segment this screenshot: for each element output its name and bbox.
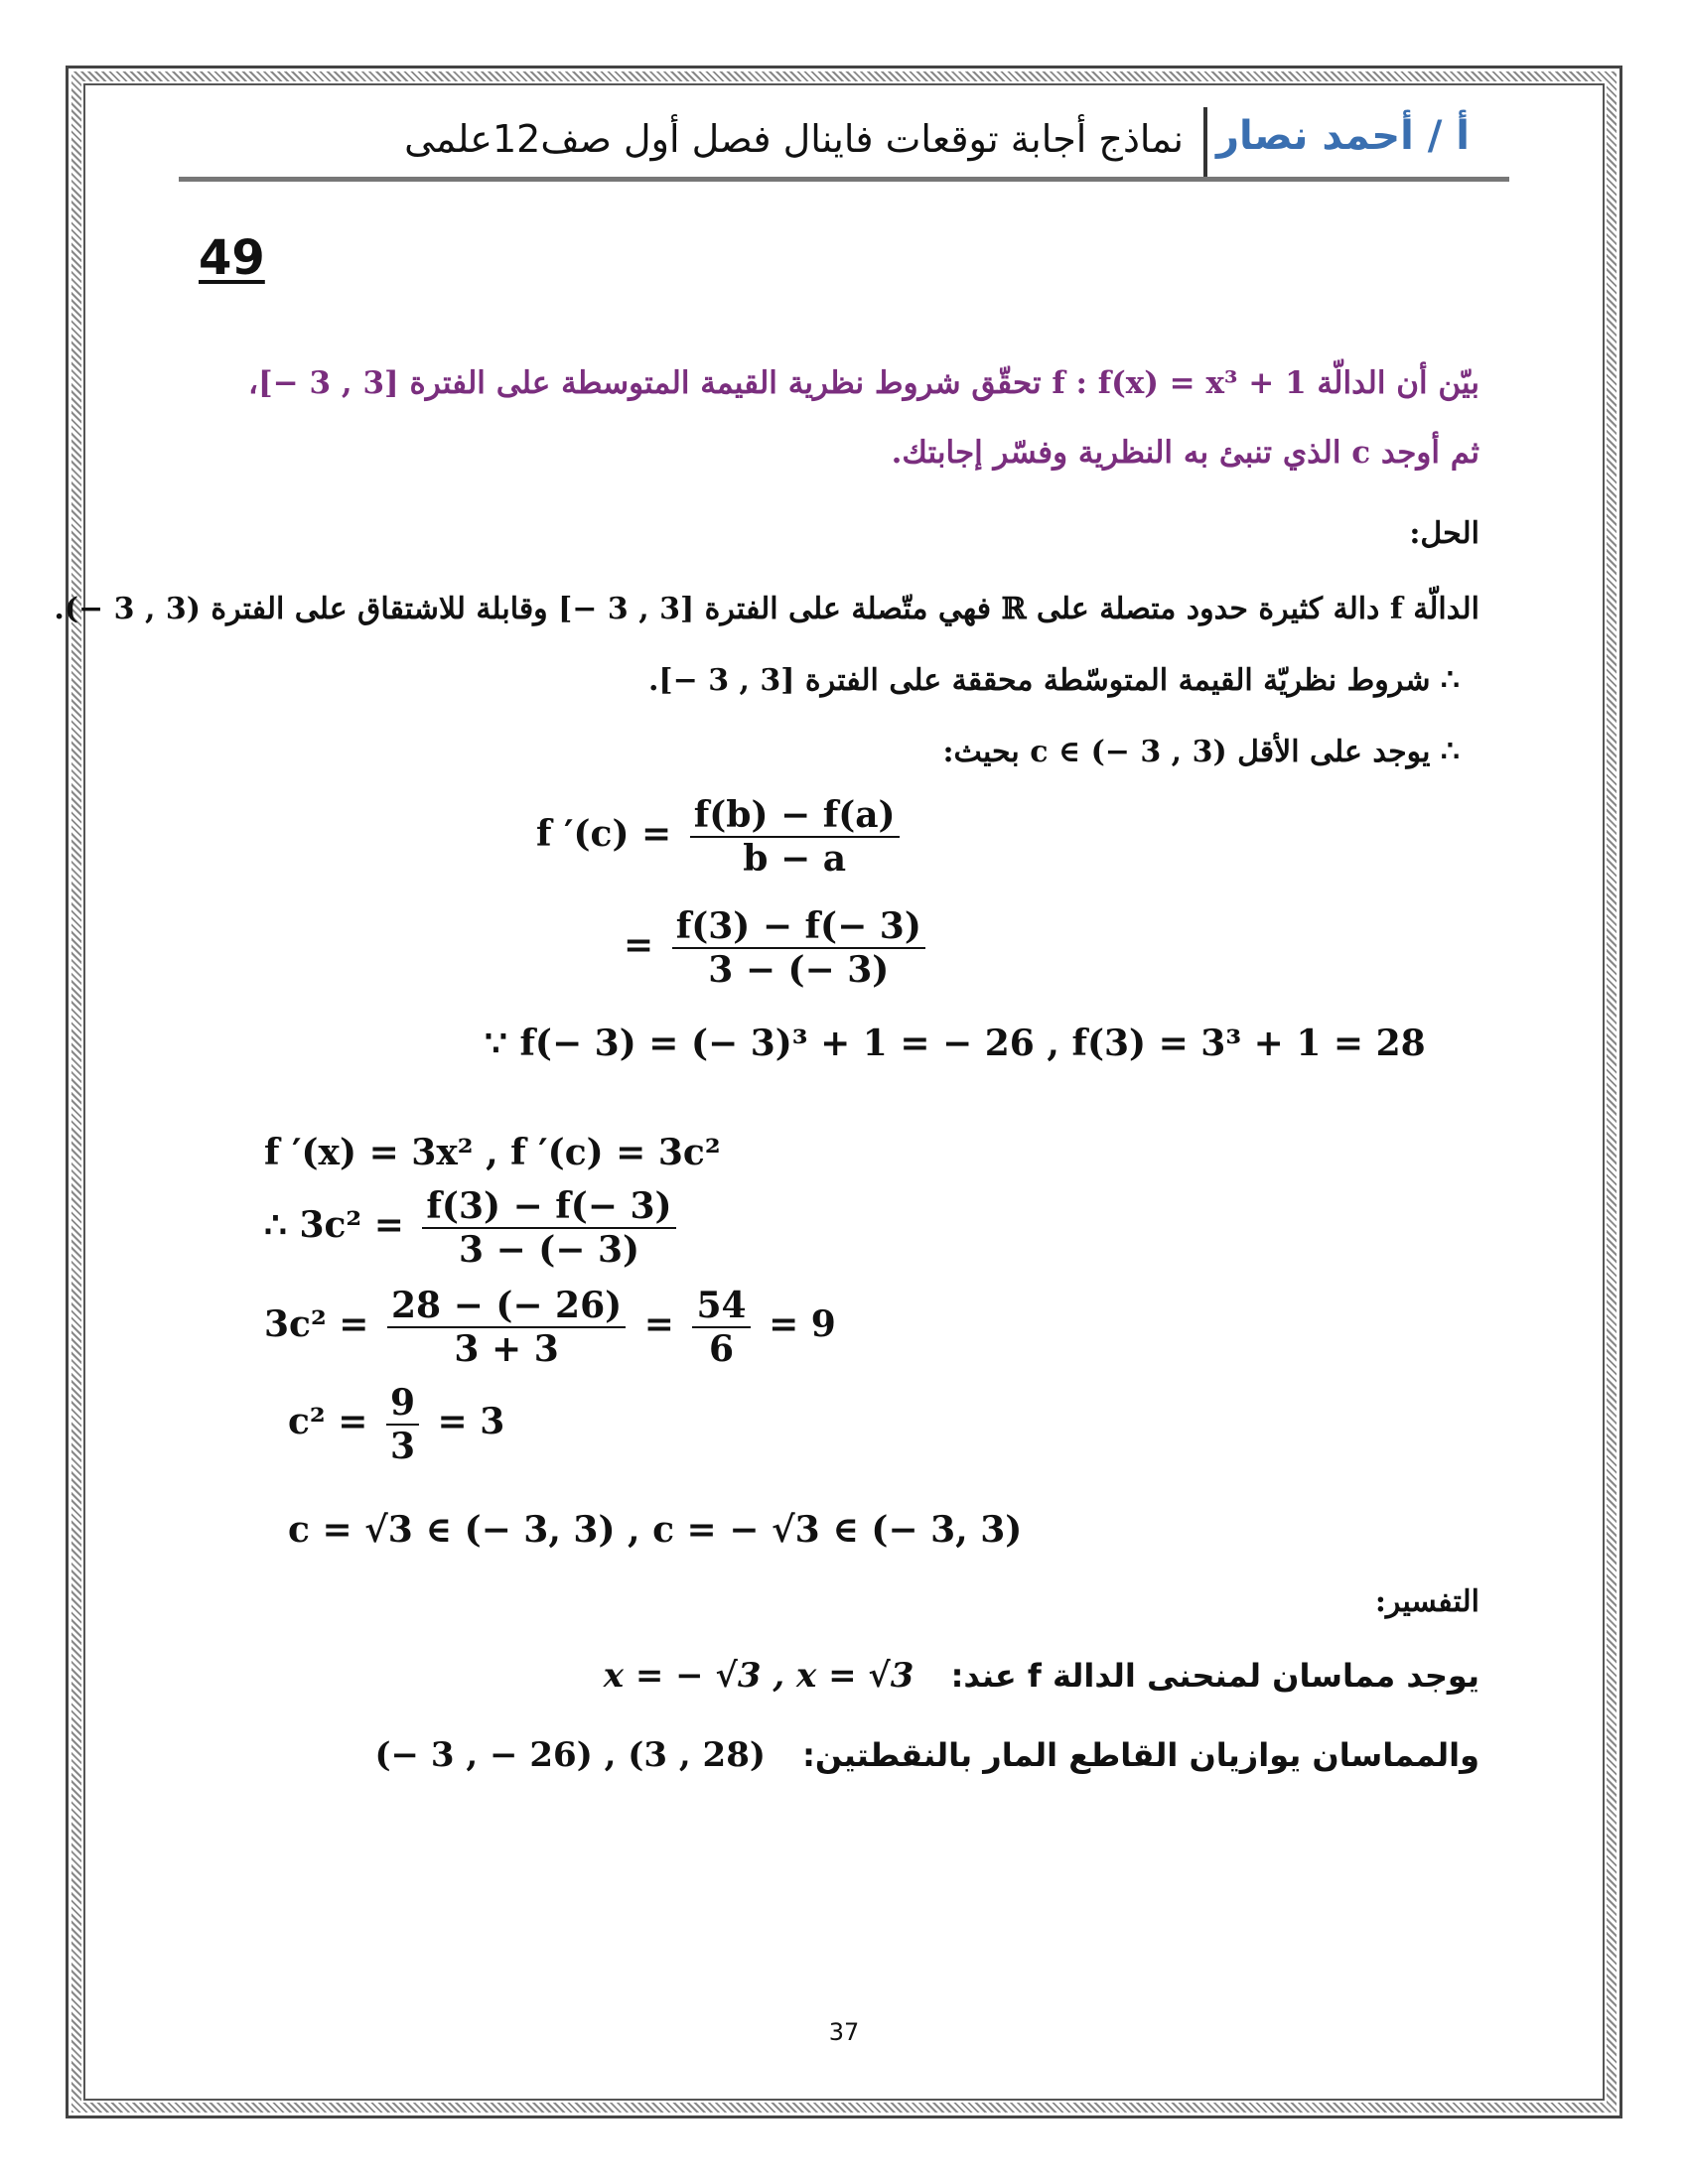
fraction-numerator: 9 — [386, 1382, 419, 1426]
problem-line-1: بيّن أن الدالّة f : f(x) = x³ + 1 تحقّق شروط نظرية القيمة المتوسطة على الفترة [3 , 3 −]، — [248, 365, 1479, 401]
interpretation-line-1-math: x = − √3 , x = √3 — [603, 1656, 914, 1696]
fraction-substitution — [672, 905, 925, 991]
calculation-line — [264, 1285, 836, 1370]
fraction-numerator: f(3) − f(− 3) — [422, 1185, 675, 1229]
interpretation-line-2 — [374, 1735, 1479, 1775]
interpretation-heading: التفسير: — [1374, 1584, 1479, 1619]
header-title: نماذج أجابة توقعات فاينال فصل أول صف12علمى — [404, 117, 1184, 161]
c2-lhs: c² = — [288, 1401, 368, 1442]
fraction-denominator: 3 + 3 — [454, 1328, 559, 1370]
therefore-equation — [264, 1185, 682, 1271]
fprime-c-label: f ′(c) = — [536, 813, 672, 855]
solution-heading: الحل: — [1409, 516, 1479, 551]
solution-line-3: ∴ يوجد على الأقل (3 , 3 −) ∋ c بحيث: — [942, 735, 1460, 769]
c2-rhs: = 3 — [437, 1401, 505, 1442]
equals-sign: = — [643, 1303, 674, 1345]
fraction-mvt — [690, 794, 900, 880]
fraction-denominator: 3 − (− 3) — [458, 1229, 640, 1271]
interpretation-line-2-text: والمماسان يوازيان القاطع المار بالنقطتين: — [802, 1736, 1479, 1774]
page-header — [179, 107, 1509, 179]
because-line: ∵ f(− 3) = (− 3)³ + 1 = − 26 , f(3) = 3³ + 1 = 28 — [485, 1023, 1426, 1064]
fraction-denominator: b − a — [743, 838, 847, 880]
c-values-line: c = √3 ∈ (− 3, 3) , c = − √3 ∈ (− 3, 3) — [288, 1509, 1023, 1551]
fraction-calc-2 — [692, 1285, 750, 1370]
interpretation-line-1-text: يوجد مماسان لمنحنى الدالة f عند: — [950, 1657, 1479, 1695]
solution-line-2: ∴ شروط نظريّة القيمة المتوسّطة محققة على الفترة [3 , 3 −]. — [647, 663, 1460, 698]
mvt-substitution — [624, 905, 931, 991]
derivative-line: f ′(x) = 3x² , f ′(c) = 3c² — [264, 1132, 721, 1173]
fraction-c2 — [386, 1382, 419, 1467]
solution-line-1: الدالّة f دالة كثيرة حدود متصلة على ℝ فهي متّصلة على الفترة [3 , 3 −] وقابلة للاشتقاق على الفترة (3 , 3 −). — [54, 592, 1479, 626]
equals-sign: = — [624, 924, 654, 966]
fraction-numerator: f(b) − f(a) — [690, 794, 900, 838]
problem-line-2: ثم أوجد c الذي تنبئ به النظرية وفسّر إجابتك. — [891, 435, 1479, 471]
fraction-numerator: 28 − (− 26) — [387, 1285, 626, 1328]
header-rule — [179, 177, 1509, 182]
interpretation-line-2-math: (− 3 , − 26) , (3 , 28) — [374, 1735, 766, 1775]
header-author: أ / أحمد نصار — [1215, 113, 1470, 159]
therefore-lhs: ∴ 3c² = — [264, 1204, 404, 1246]
mvt-formula — [536, 794, 906, 880]
fraction-denominator: 3 — [389, 1426, 415, 1467]
calc-rhs: = 9 — [769, 1303, 836, 1345]
question-number: 49 — [199, 230, 265, 286]
c-squared-line — [288, 1382, 504, 1467]
fraction-numerator: f(3) − f(− 3) — [672, 905, 925, 949]
calc-lhs: 3c² = — [264, 1303, 369, 1345]
fraction-numerator: 54 — [692, 1285, 750, 1328]
interpretation-line-1 — [604, 1656, 1479, 1696]
header-divider — [1203, 107, 1207, 177]
fraction-therefore — [422, 1185, 675, 1271]
page-number: 37 — [828, 2018, 860, 2046]
fraction-denominator: 6 — [708, 1328, 735, 1370]
fraction-denominator: 3 − (− 3) — [708, 949, 890, 991]
fraction-calc-1 — [387, 1285, 626, 1370]
